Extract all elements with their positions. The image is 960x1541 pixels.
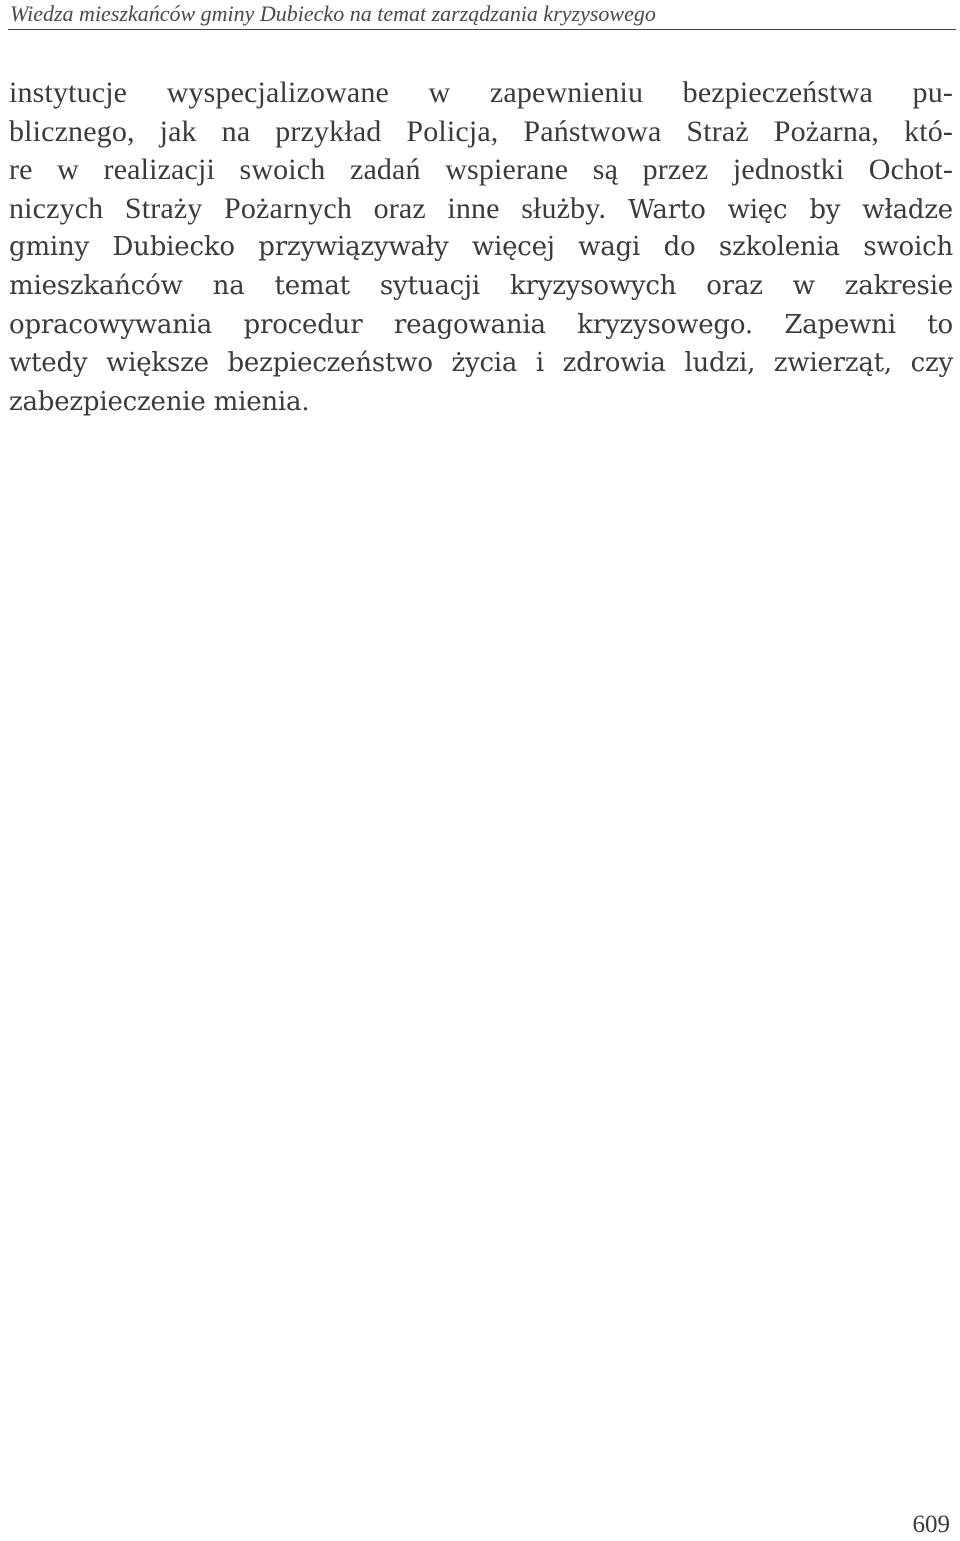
paragraph-segment: niczych Straży Pożarnych oraz inne służby. <box>9 191 607 225</box>
paragraph-line: instytucje wyspecjalizowane w zapewnieniu bezpieczeństwa pu- <box>9 76 953 109</box>
paragraph-line: zabezpieczenie mienia. <box>9 386 310 417</box>
paragraph-line: re w realizacji swoich zadań wspierane są przez jednostki Ochot- <box>9 153 953 187</box>
paragraph-line: mieszkańców na temat sytuacji kryzysowych oraz w zakresie <box>9 270 953 301</box>
body-paragraph <box>9 74 953 421</box>
paragraph-line: wtedy większe bezpieczeństwo życia i zdrowia ludzi, zwierząt, czy <box>9 348 953 379</box>
paragraph-line: gminy Dubiecko przywiązywały więcej wagi do szkolenia swoich <box>9 232 953 263</box>
running-header <box>8 0 956 30</box>
paragraph-line: opracowywania procedur reagowania kryzysowego. Zapewni to <box>9 309 953 340</box>
paragraph-line: blicznego, jak na przykład Policja, Państwowa Straż Pożarna, któ- <box>9 114 953 148</box>
paragraph-segment: Warto więc by władze <box>606 194 953 225</box>
running-header-title: Wiedza mieszkańców gminy Dubiecko na temat zarządzania kryzysowego <box>10 1 656 26</box>
paragraph-line-mixed <box>9 190 953 229</box>
page-number: 609 <box>912 1511 950 1538</box>
